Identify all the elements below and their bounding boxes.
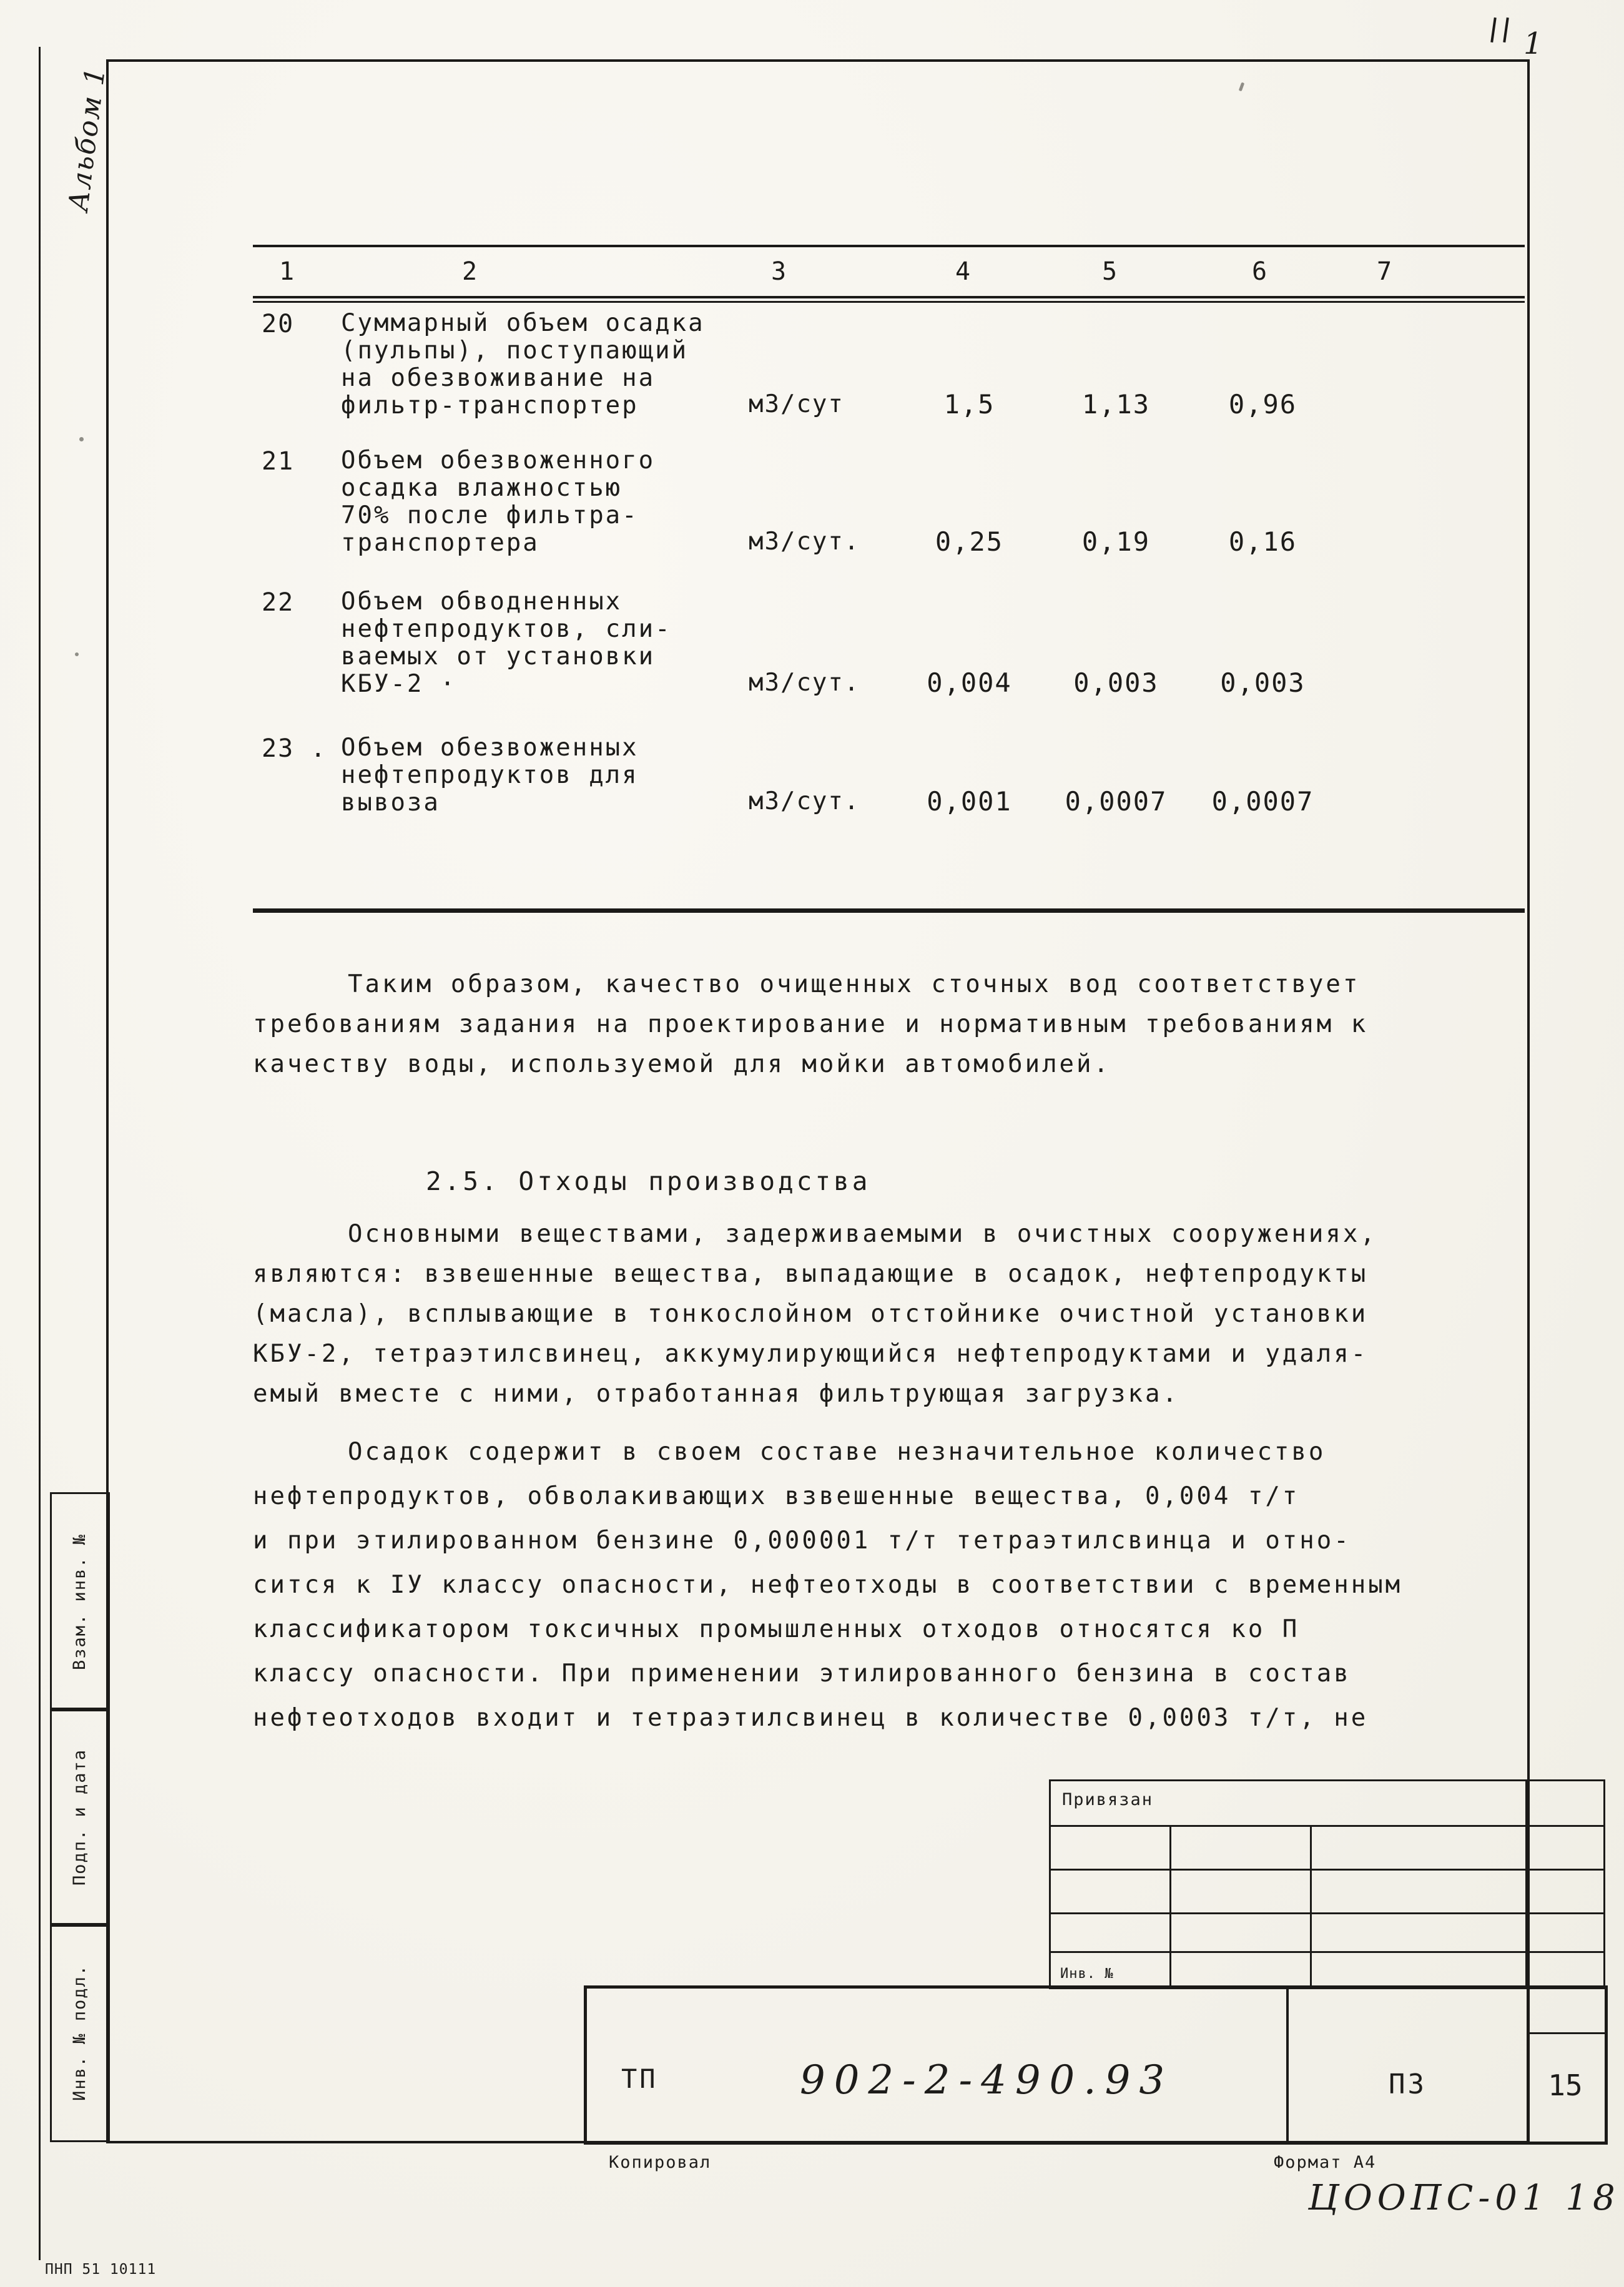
text-line: нефтепродуктов, сли- <box>341 615 672 643</box>
row-value: 0,96 <box>1228 389 1297 420</box>
table-row-22 <box>253 588 1525 698</box>
text-line: классу опасности. При применении этилированного бензина в состав <box>253 1660 1351 1688</box>
grid-line <box>1051 1869 1603 1871</box>
grid-line <box>1051 1951 1603 1953</box>
grid-line <box>1525 1781 1527 1987</box>
header-underline <box>253 301 1525 303</box>
sidebar-label: Взам. инв. № <box>70 1533 90 1671</box>
text-line: Объем обводненных <box>341 588 623 616</box>
text-line: на обезвоживание на <box>341 364 656 392</box>
row-value: 0,001 <box>927 786 1012 817</box>
sheet-number: 15 <box>1548 2068 1583 2102</box>
stamp-grid-box <box>1049 1779 1605 1989</box>
text-line: КБУ-2 · <box>341 670 457 698</box>
text-line: емый вместе с ними, отработанная фильтрующая загрузка. <box>253 1380 1179 1408</box>
bottom-print-code: ПНП 51 10111 <box>45 2261 157 2278</box>
text-line: Осадок содержит в своем составе незначительное количество <box>348 1438 1326 1466</box>
row-unit: м3/сут. <box>749 669 860 697</box>
row-number: 22 <box>262 588 295 617</box>
section-heading: 2.5. Отходы производства <box>426 1166 871 1196</box>
doc-number: 902-2-490.93 <box>799 2057 1174 2103</box>
handwritten-stamp: ЦООПС-01 18 <box>1308 2178 1620 2218</box>
scan-speck <box>75 652 79 656</box>
row-value: 1,5 <box>943 389 995 420</box>
sidebar-label: Инв. № подл. <box>70 1964 90 2102</box>
margin-line <box>39 47 41 2260</box>
text-line: требованиям задания на проектирование и нормативным требованиям к <box>253 1010 1369 1038</box>
row-number: 20 <box>262 310 295 338</box>
row-value: 0,16 <box>1228 526 1297 557</box>
text-line: являются: взвешенные вещества, выпадающие в осадок, нефтепродукты <box>253 1260 1369 1288</box>
paragraph-1 <box>253 965 1486 1084</box>
text-line: нефтеотходов входит и тетраэтилсвинец в количестве 0,0003 т/т, не <box>253 1704 1369 1732</box>
table-row-20 <box>253 310 1525 420</box>
scan-speck <box>79 437 84 441</box>
table-header-row <box>253 245 1525 298</box>
column-header-6: 6 <box>1252 257 1267 286</box>
row-unit: м3/сут. <box>749 528 860 556</box>
row-number: 23 . <box>262 734 327 763</box>
privyazan-label: Привязан <box>1062 1790 1154 1809</box>
text-line: КБУ-2, тетраэтилсвинец, аккумулирующийся нефтепродуктами и удаля- <box>253 1340 1369 1368</box>
text-line: сится к IУ классу опасности, нефтеотходы в соответствии с временным <box>253 1571 1403 1599</box>
row-value: 1,13 <box>1081 389 1151 420</box>
paragraph-3 <box>253 1430 1486 1740</box>
sidebar-cell-vzam-inv <box>50 1492 110 1711</box>
text-line: Таким образом, качество очищенных сточных вод соответствует <box>348 970 1361 998</box>
row-value: 0,003 <box>1073 667 1159 698</box>
row-value: 0,19 <box>1081 526 1151 557</box>
text-line: осадка влажностью <box>341 474 623 502</box>
text-line: классификатором токсичных промышленных отходов относятся ко П <box>253 1615 1300 1643</box>
row-value: 0,004 <box>927 667 1012 698</box>
corner-page-number: 1 <box>1523 26 1543 61</box>
column-header-5: 5 <box>1102 257 1118 286</box>
sidebar-cell-inv-podl <box>50 1923 110 2142</box>
grid-line <box>1169 1825 1171 1987</box>
row-value: 0,0007 <box>1065 786 1168 817</box>
text-line: 70% после фильтра- <box>341 501 639 529</box>
text-line: (пульпы), поступающий <box>341 337 689 365</box>
album-label: Альбом 1 <box>62 64 112 214</box>
column-header-4: 4 <box>955 257 971 286</box>
column-header-2: 2 <box>462 257 478 286</box>
grid-line <box>1051 1825 1603 1827</box>
text-line: Объем обезвоженного <box>341 446 656 475</box>
column-header-7: 7 <box>1377 257 1392 286</box>
table-bottom-rule <box>253 908 1525 913</box>
registration-tick <box>1503 17 1509 42</box>
inv-number-label: Инв. № <box>1060 1966 1114 1982</box>
doc-type: ПЗ <box>1389 2068 1427 2100</box>
sidebar-label: Подп. и дата <box>70 1748 90 1886</box>
text-line: Объем обезвоженных <box>341 734 639 762</box>
title-block-divider <box>1527 1989 1529 2142</box>
row-value: 0,25 <box>935 526 1004 557</box>
paragraph-2 <box>253 1214 1486 1414</box>
grid-line <box>1310 1825 1312 1987</box>
text-line: ваемых от установки <box>341 642 656 671</box>
text-line: транспортера <box>341 529 539 557</box>
sidebar-cell-podp-data <box>50 1708 110 1927</box>
row-description <box>325 734 727 817</box>
text-line: (масла), всплывающие в тонкослойном отстойнике очистной установки <box>253 1300 1369 1328</box>
text-line: фильтр-транспортер <box>341 391 639 420</box>
text-line: качеству воды, используемой для мойки автомобилей. <box>253 1050 1111 1078</box>
title-block-divider <box>1527 2032 1605 2034</box>
row-unit: м3/сут <box>749 390 844 418</box>
grid-line <box>1051 1912 1603 1914</box>
row-unit: м3/сут. <box>749 787 860 815</box>
format-label: Формат А4 <box>1274 2153 1377 2172</box>
doc-prefix: ТП <box>621 2063 658 2094</box>
row-description <box>325 310 727 420</box>
text-line: Основными веществами, задерживаемыми в очистных сооружениях, <box>348 1220 1377 1248</box>
text-line: нефтепродуктов для <box>341 761 639 789</box>
title-block-divider <box>1286 1989 1289 2142</box>
row-number: 21 <box>262 447 295 476</box>
table-row-23 <box>253 734 1525 817</box>
table-row-21 <box>253 447 1525 557</box>
registration-tick <box>1490 17 1497 42</box>
text-line: вывоза <box>341 789 440 817</box>
row-value: 0,003 <box>1220 667 1306 698</box>
row-description <box>325 588 727 698</box>
text-line: Суммарный объем осадка <box>341 309 705 337</box>
row-description <box>325 447 727 557</box>
title-block <box>584 1985 1608 2145</box>
column-header-1: 1 <box>279 257 295 286</box>
column-header-3: 3 <box>771 257 787 286</box>
kopiroval-label: Копировал <box>609 2153 712 2172</box>
text-line: нефтепродуктов, обволакивающих взвешенные вещества, 0,004 т/т <box>253 1482 1300 1510</box>
text-line: и при этилированном бензине 0,000001 т/т тетраэтилсвинца и отно- <box>253 1527 1351 1555</box>
row-value: 0,0007 <box>1211 786 1314 817</box>
